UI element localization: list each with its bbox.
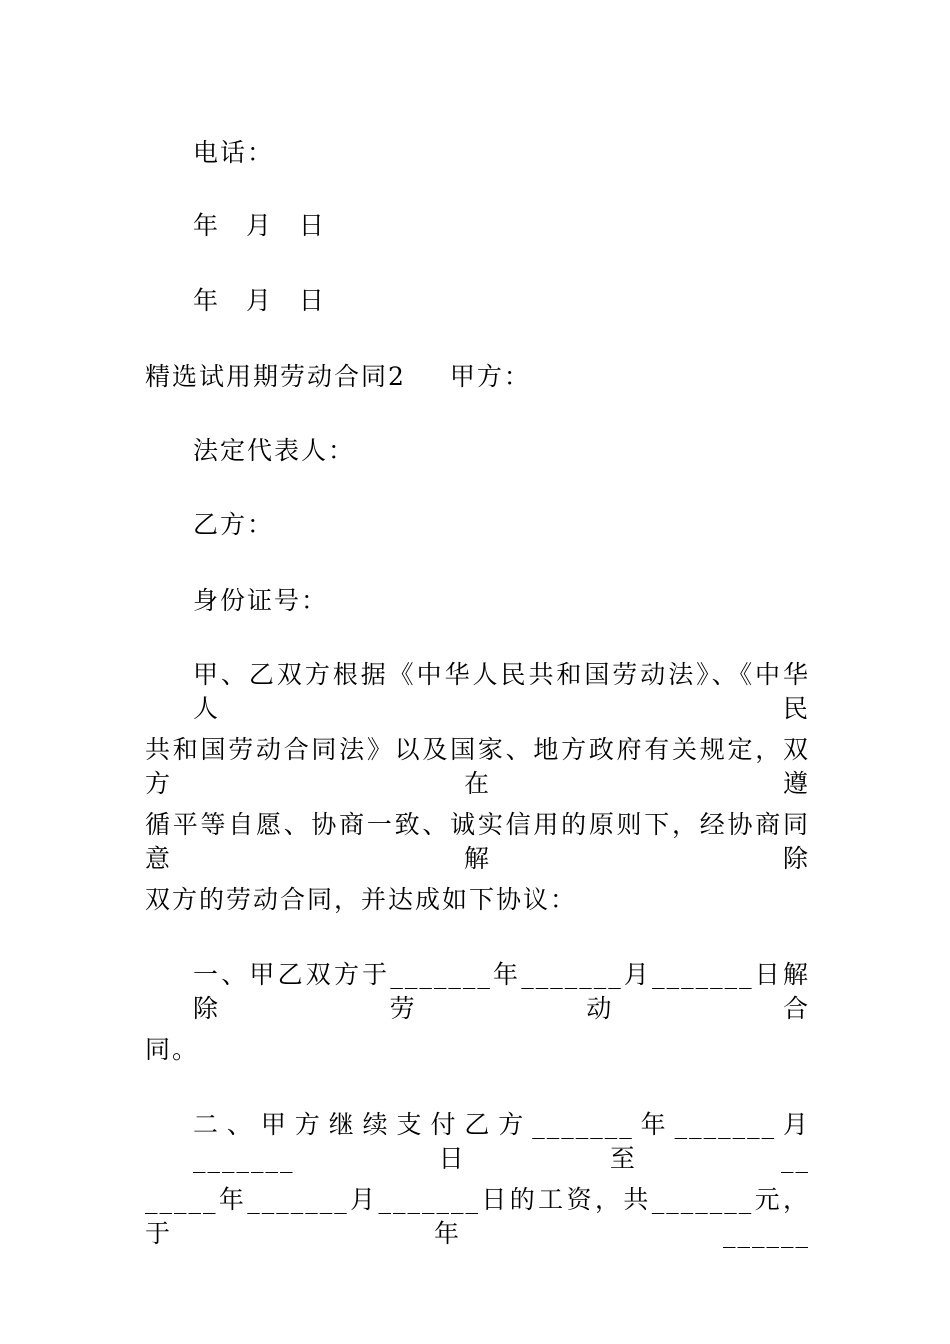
paragraph-1-line-4: 双方的劳动合同，并达成如下协议： <box>145 885 578 914</box>
party-a-label: 甲方： <box>449 362 531 391</box>
clause-2-line-2: _____年_______月_______日的工资，共_______元，于年______ <box>145 1185 810 1248</box>
paragraph-1-line-3: 循平等自愿、协商一致、诚实信用的原则下，经协商同意解除 <box>145 810 810 873</box>
party-b-label: 乙方： <box>193 510 275 539</box>
legal-representative-label: 法定代表人： <box>193 436 356 465</box>
clause-2-line-1: 二、甲方继续支付乙方_______年_______月_______日至__ <box>193 1110 810 1173</box>
phone-label: 电话： <box>193 138 275 167</box>
clause-1-line-2: 同。 <box>145 1035 200 1064</box>
clause-1-line-1: 一、甲乙双方于_______年_______月_______日解除劳动合 <box>193 960 810 1023</box>
date-line-2: 年 月 日 <box>193 286 334 315</box>
id-number-label: 身份证号： <box>193 586 329 615</box>
document-title: 精选试用期劳动合同2 <box>145 362 406 391</box>
paragraph-1-line-1: 甲、乙双方根据《中华人民共和国劳动法》、《中华人民 <box>193 660 810 723</box>
paragraph-1-line-2: 共和国劳动合同法》以及国家、地方政府有关规定，双方在遵 <box>145 735 810 798</box>
title-row <box>145 360 810 394</box>
date-line-1: 年 月 日 <box>193 211 334 240</box>
